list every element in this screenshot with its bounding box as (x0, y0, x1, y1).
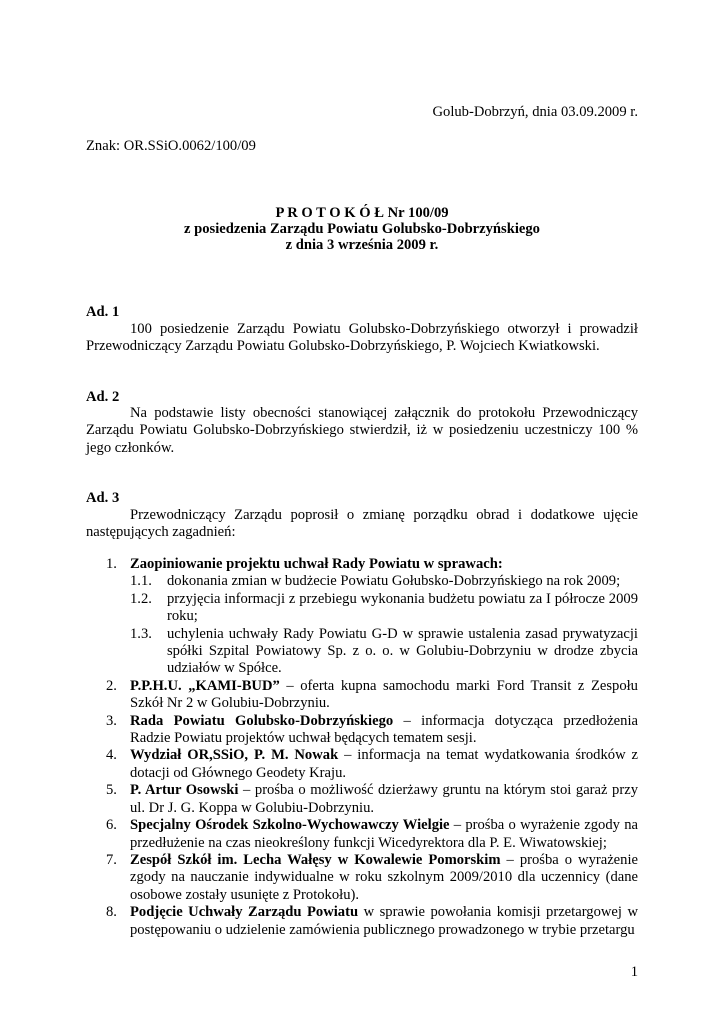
subitem-number: 1.3. (130, 625, 152, 642)
subitem-text: przyjęcia informacji z przebiegu wykonania budżetu powiatu za I półrocze 2009 roku; (167, 590, 638, 625)
item-title: Zespół Szkół im. Lecha Wałęsy w Kowalewie Pomorskim (130, 851, 501, 868)
item-text: w sprawie powołania komisji przetargowej w postępowaniu o udzielenie zamówienia publicznego prowadzonego w trybie przetargu (130, 904, 638, 938)
item-title: Specjalny Ośrodek Szkolno-Wychowawczy Wielgie (130, 817, 450, 834)
sub-list-item (86, 573, 638, 590)
subitem-number: 1.2. (130, 590, 152, 607)
item-title: Wydział OR,SSiO, P. M. Nowak (130, 747, 339, 764)
title-line-3: z dnia 3 września 2009 r. (285, 237, 439, 253)
item-number: 7. (106, 851, 117, 868)
item-number: 2. (106, 677, 117, 694)
list-item (86, 556, 638, 573)
section-text: 100 posiedzenie Zarządu Powiatu Golubsko-Dobrzyńskiego otworzył i prowadził Przewodniczący Zarządu Powiatu Golubsko-Dobrzyńskiego, P. Wojciech Kwiatkowski. (86, 321, 638, 355)
item-text: – informacja na temat wydatkowania środków z dotacji od Głównego Geodety Kraju. (130, 747, 638, 781)
sub-list-item (86, 591, 638, 626)
page-number: 1 (630, 964, 638, 980)
section-text: Na podstawie listy obecności stanowiącej załącznik do protokołu Przewodniczący Zarządu Powiatu Golubsko-Dobrzyńskiego stwierdził, iż w posiedzeniu uczestniczy 100 % jego członków. (86, 405, 638, 456)
place-date: Golub-Dobrzyń, dnia 03.09.2009 r. (432, 104, 638, 120)
item-number: 8. (106, 904, 117, 921)
sub-list-item (86, 626, 638, 678)
item-text: – prośba o wyrażenie zgody na przedłużenie na czas nieokreślony funkcji Wicedyrektora dla P. E. Wiwatowskiej; (130, 817, 638, 851)
list-item (86, 782, 638, 817)
item-number: 1. (106, 556, 117, 572)
list-item (86, 904, 638, 939)
list-item (86, 747, 638, 782)
item-title: P.P.H.U. „KAMI-BUD” (130, 677, 280, 694)
item-number: 4. (106, 747, 117, 764)
section-heading: Ad. 1 (86, 304, 120, 320)
subitem-number: 1.1. (130, 573, 152, 590)
item-text: – informacja dotycząca przedłożenia Radzie Powiatu projektów uchwał będących tematem sesji. (130, 712, 638, 747)
list-item (86, 713, 638, 748)
subitem-text: dokonania zmian w budżecie Powiatu Gołubsko-Dobrzyńskiego na rok 2009; (167, 573, 621, 590)
section-heading: Ad. 2 (86, 389, 120, 405)
title-line-1: P R O T O K Ó Ł Nr 100/09 (275, 205, 449, 221)
agenda-list (86, 556, 638, 939)
item-text: – prośba o możliwość dzierżawy gruntu na którym stoi garaż przy ul. Dr J. G. Koppa w Golubiu-Dobrzyniu. (130, 782, 638, 816)
document-title (86, 205, 638, 253)
section-text: Przewodniczący Zarządu poprosił o zmianę porządku obrad i dodatkowe ujęcie następujących zagadnień: (86, 507, 638, 541)
title-line-2: z posiedzenia Zarządu Powiatu Golubsko-Dobrzyńskiego (184, 221, 540, 237)
item-title: P. Artur Osowski (130, 782, 239, 799)
item-number: 3. (106, 712, 117, 729)
list-item (86, 852, 638, 904)
item-text: – oferta kupna samochodu marki Ford Transit z Zespołu Szkół Nr 2 w Golubiu-Dobrzyniu. (130, 677, 638, 712)
item-title: Podjęcie Uchwały Zarządu Powiatu (130, 904, 359, 921)
item-number: 6. (106, 817, 117, 834)
item-title: Rada Powiatu Golubsko-Dobrzyńskiego (130, 712, 394, 729)
subitem-text: uchylenia uchwały Rady Powiatu G-D w sprawie ustalenia zasad prywatyzacji spółki Szpital Powiatowy Sp. z o. o. w Golubiu-Dobrzyniu w drodze zbycia udziałów w Spółce. (167, 625, 638, 677)
item-number: 5. (106, 782, 117, 799)
reference-number: Znak: OR.SSiO.0062/100/09 (86, 138, 256, 154)
item-text: – prośba o wyrażenie zgody na nauczanie indywidualne w roku szkolnym 2009/2010 dla uczennicy (dane osobowe zostały usunięte z Protokołu). (130, 851, 638, 903)
section-heading: Ad. 3 (86, 490, 120, 506)
list-item (86, 678, 638, 713)
item-title: Zaopiniowanie projektu uchwał Rady Powiatu w sprawach: (130, 556, 503, 572)
list-item (86, 817, 638, 852)
